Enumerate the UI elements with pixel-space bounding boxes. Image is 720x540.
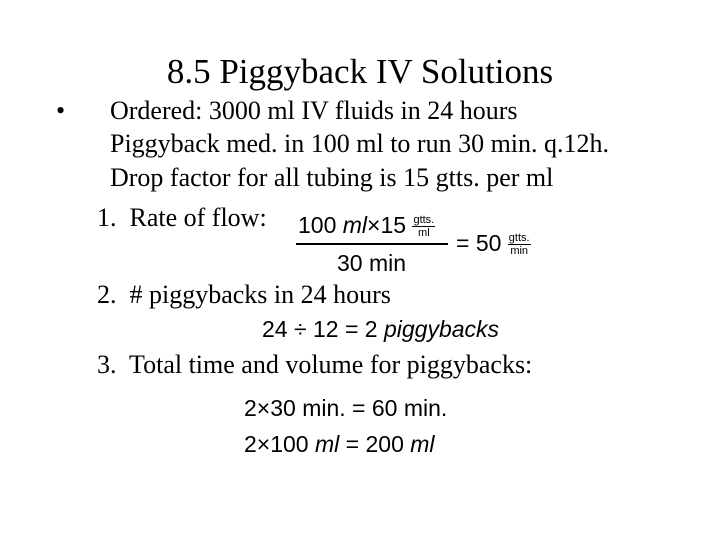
step-2-number: 2.: [97, 280, 117, 309]
step-2: [97, 280, 391, 310]
formula-3: 2×30 min. = 60 min.: [244, 395, 448, 421]
formula-2-expr: 24 ÷ 12 = 2: [262, 316, 378, 342]
slide-title: 8.5 Piggyback IV Solutions: [166, 52, 554, 91]
step-1-text: Rate of flow:: [129, 203, 267, 232]
step-1-number: 1.: [97, 203, 117, 232]
step-3: [97, 350, 532, 380]
formula-1-unit-fraction: [412, 214, 435, 239]
bullet-marker: •: [56, 96, 66, 125]
intro-line-drop-factor: Drop factor for all tubing is 15 gtts. per ml: [110, 163, 554, 192]
formula-4: [244, 431, 435, 457]
formula-1-num-unit: ml: [342, 212, 368, 238]
formula-4-unit-right: ml: [410, 431, 435, 457]
formula-1-fraction-bar: [296, 243, 448, 245]
intro-line-piggyback: Piggyback med. in 100 ml to run 30 min. q.12h.: [110, 129, 610, 158]
step-2-text: # piggybacks in 24 hours: [129, 280, 391, 309]
formula-2: [262, 316, 499, 342]
formula-1-result-unit-den: min: [510, 245, 529, 258]
formula-4-unit-left: ml: [315, 431, 340, 457]
formula-4-equals: = 200: [345, 431, 404, 457]
formula-2-unit: piggybacks: [383, 316, 500, 342]
step-3-number: 3.: [97, 350, 117, 379]
formula-1-equals: = 50: [456, 230, 502, 256]
formula-1-unit-num: gtts.: [413, 214, 435, 227]
step-3-text: Total time and volume for piggybacks:: [129, 350, 533, 379]
formula-1-num-value: 100: [298, 212, 337, 238]
intro-line-ordered: Ordered: 3000 ml IV fluids in 24 hours: [110, 96, 518, 125]
formula-1-times: ×15: [367, 212, 407, 238]
formula-1-denominator: 30 min: [337, 250, 407, 276]
formula-1-numerator: [298, 212, 435, 239]
formula-1-result-unit: [508, 232, 531, 257]
formula-1-result-unit-num: gtts.: [508, 232, 530, 245]
step-1: [97, 203, 267, 233]
formula-1-unit-den: ml: [418, 227, 430, 240]
formula-4-expr-left: 2×100: [244, 431, 309, 457]
formula-1-result: [456, 230, 531, 257]
